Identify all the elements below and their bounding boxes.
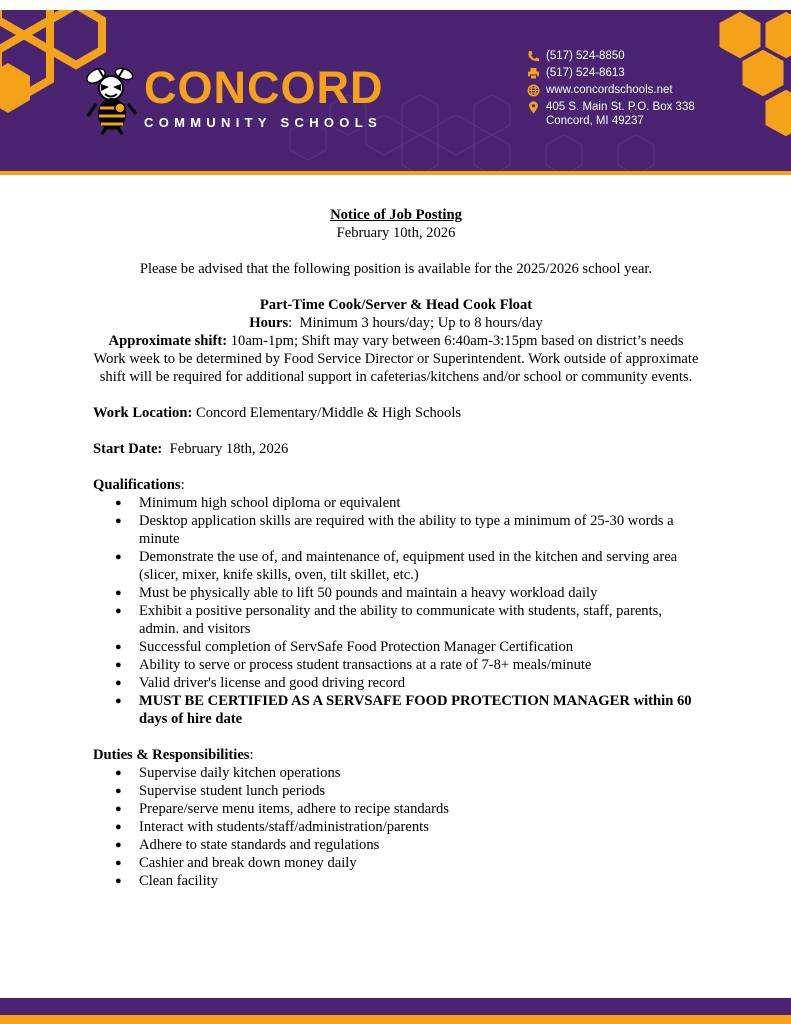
letterhead-banner bbox=[0, 10, 791, 171]
brand-subtitle: COMMUNITY SCHOOLS bbox=[144, 115, 382, 130]
list-item: ● Must be physically able to lift 50 pounds and maintain a heavy workload daily bbox=[93, 584, 699, 602]
footer-gold-band bbox=[0, 1015, 791, 1024]
list-item: ● Demonstrate the use of, and maintenance of, equipment used in the kitchen and serving area (slicer, mixer, knife skills, oven, tilt skillet, etc.) bbox=[93, 548, 699, 584]
list-item: ● Adhere to state standards and regulations bbox=[93, 836, 699, 854]
list-item: ● Cashier and break down money daily bbox=[93, 854, 699, 872]
duties-label: Duties & Responsibilities bbox=[93, 747, 250, 763]
shift-label: Approximate shift: bbox=[108, 333, 228, 349]
contact-block bbox=[527, 49, 717, 131]
list-item: ● Successful completion of ServSafe Food Protection Manager Certification bbox=[93, 638, 699, 656]
location-pin-icon bbox=[527, 101, 540, 114]
notice-intro: Please be advised that the following position is available for the 2025/2026 school year. bbox=[139, 261, 653, 277]
work-location-value: Concord Elementary/Middle & High Schools bbox=[195, 405, 462, 421]
work-location-line bbox=[93, 404, 699, 422]
contact-fax bbox=[527, 66, 717, 80]
list-item: ● Prepare/serve menu items, adhere to recipe standards bbox=[93, 800, 699, 818]
duties-heading: Duties & Responsibilities: bbox=[93, 747, 254, 763]
start-date-label: Start Date: bbox=[93, 441, 163, 457]
hornet-mascot-icon bbox=[84, 64, 142, 136]
start-date-value: February 18th, 2026 bbox=[169, 441, 289, 457]
list-item: ● Minimum high school diploma or equivalent bbox=[93, 494, 699, 512]
qualifications-label: Qualifications bbox=[93, 477, 181, 493]
header-gold-rule bbox=[0, 171, 791, 175]
start-date-line bbox=[93, 440, 699, 458]
list-item: ● Exhibit a positive personality and the ability to communicate with students, staff, parents, admin. and visitors bbox=[93, 602, 699, 638]
shift-line bbox=[93, 332, 699, 350]
hours-label: Hours bbox=[249, 315, 289, 331]
fax-text: (517) 524-8613 bbox=[546, 67, 625, 79]
list-item: ● Valid driver's license and good driving record bbox=[93, 674, 699, 692]
list-item: ● Ability to serve or process student transactions at a rate of 7-8+ meals/minute bbox=[93, 656, 699, 674]
shift-value: 10am-1pm; Shift may vary between 6:40am-3:15pm based on district’s needs bbox=[230, 333, 684, 349]
hours-value: Minimum 3 hours/day; Up to 8 hours/day bbox=[299, 315, 543, 331]
printer-icon bbox=[527, 67, 540, 80]
list-item: ● Desktop application skills are required with the ability to type a minimum of 25-30 words a minute bbox=[93, 512, 699, 548]
list-item: ● Interact with students/staff/administration/parents bbox=[93, 818, 699, 836]
address-line-1: 405 S. Main St. P.O. Box 338 bbox=[546, 101, 695, 113]
notice-title: Notice of Job Posting bbox=[330, 207, 462, 223]
hours-line: Hours: Minimum 3 hours/day; Up to 8 hours/day bbox=[249, 315, 543, 331]
list-item-certification-requirement: ● MUST BE CERTIFIED AS A SERVSAFE FOOD PROTECTION MANAGER within 60 days of hire date bbox=[93, 692, 699, 728]
footer-purple-band bbox=[0, 998, 791, 1015]
list-item: ● Supervise daily kitchen operations bbox=[93, 764, 699, 782]
list-item: ● Clean facility bbox=[93, 872, 699, 890]
qualifications-list bbox=[93, 494, 699, 728]
website-link[interactable]: www.concordschools.net bbox=[546, 84, 673, 96]
globe-icon bbox=[527, 84, 540, 97]
phone-icon bbox=[527, 50, 540, 63]
brand-name: CONCORD bbox=[144, 62, 384, 113]
list-item: ● Supervise student lunch periods bbox=[93, 782, 699, 800]
contact-address bbox=[527, 100, 717, 128]
position-title: Part-Time Cook/Server & Head Cook Float bbox=[259, 297, 533, 313]
job-posting-body bbox=[93, 206, 699, 890]
qualifications-heading: Qualifications: bbox=[93, 477, 185, 493]
work-location-label: Work Location: bbox=[93, 405, 193, 421]
contact-phone bbox=[527, 49, 717, 63]
duties-list bbox=[93, 764, 699, 890]
address-line-2: Concord, MI 49237 bbox=[546, 115, 644, 127]
work-week-text: Work week to be determined by Food Service Director or Superintendent. Work outside of approximate shift will be required for additional support in cafeterias/kitchens and/or school or community events. bbox=[93, 351, 699, 385]
notice-date: February 10th, 2026 bbox=[336, 225, 456, 241]
contact-website bbox=[527, 83, 717, 97]
phone-text: (517) 524-8850 bbox=[546, 50, 625, 62]
